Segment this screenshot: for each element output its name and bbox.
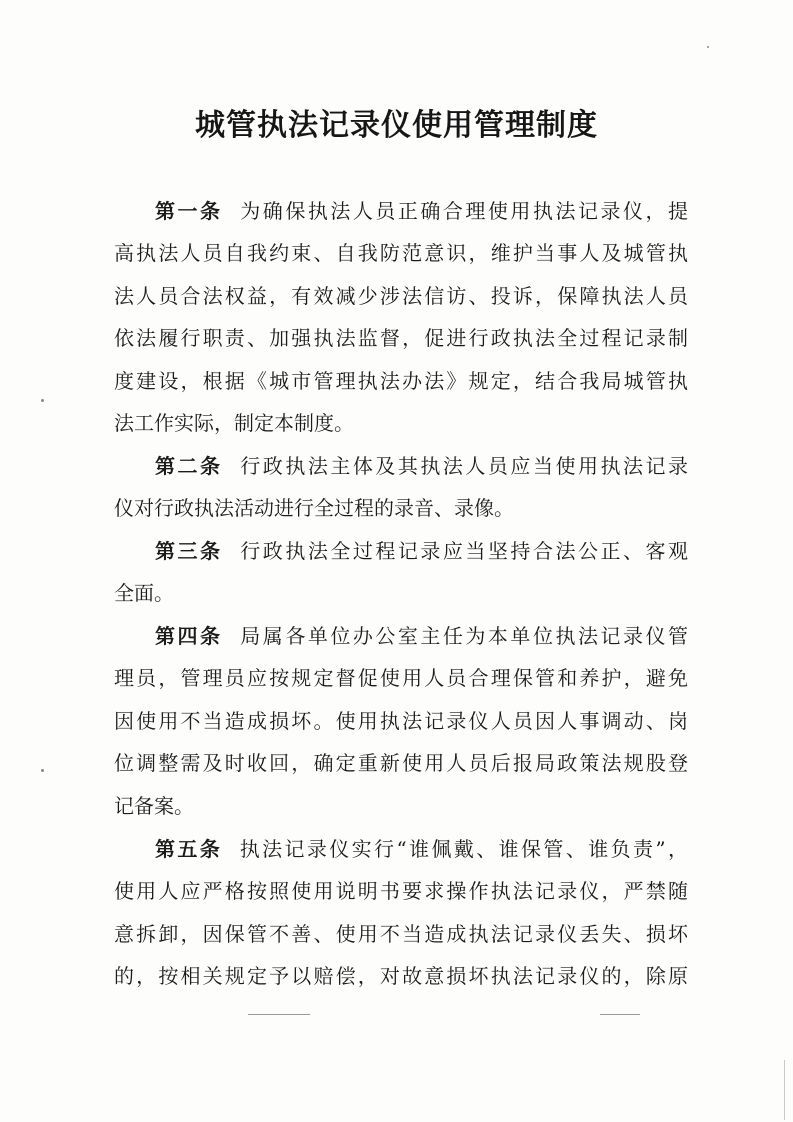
- article-3-text-1: 行政执法全过程记录应当坚持合法公正、客观: [240, 539, 689, 563]
- scan-speck: [707, 46, 709, 48]
- article-5-label: 第五条: [155, 837, 223, 861]
- article-1-line-4: 依法履行职责、加强执法监督，促进行政执法全过程记录制: [114, 326, 688, 350]
- article-4-label: 第四条: [155, 624, 223, 648]
- scan-rule-left: [248, 1014, 310, 1015]
- article-3-line-1: [155, 531, 688, 571]
- article-5-line-2: 使用人应严格按照使用说明书要求操作执法记录仪，严禁随: [114, 879, 688, 903]
- article-1-line-1: [155, 191, 688, 231]
- article-5-text-1: 执法记录仪实行“谁佩戴、谁保管、谁负责”，: [239, 837, 689, 861]
- scan-speck: [41, 769, 44, 772]
- scan-rule-right: [600, 1014, 640, 1015]
- scan-edge: [784, 1060, 785, 1120]
- document-title: 城管执法记录仪使用管理制度: [195, 108, 598, 143]
- article-1-line-6: 法工作实际，制定本制度。: [114, 411, 354, 435]
- article-1-line-5: 度建设，根据《城市管理执法办法》规定，结合我局城管执: [114, 369, 688, 393]
- article-5-line-3: 意拆卸，因保管不善、使用不当造成执法记录仪丢失、损坏: [114, 922, 688, 946]
- article-5-line-1: [155, 829, 688, 869]
- article-4-line-3: 因使用不当造成损坏。使用执法记录仪人员因人事调动、岗: [114, 709, 688, 733]
- article-2-label: 第二条: [155, 454, 223, 478]
- article-3-line-2: 全面。: [114, 581, 174, 605]
- article-4-line-4: 位调整需及时收回，确定重新使用人员后报局政策法规股登: [114, 751, 688, 775]
- article-4-line-2: 理员，管理员应按规定督促使用人员合理保管和养护，避免: [114, 666, 688, 690]
- article-1-label: 第一条: [155, 199, 223, 223]
- article-2-line-2: 仪对行政执法活动进行全过程的录音、录像。: [114, 496, 514, 520]
- article-2-line-1: [155, 446, 688, 486]
- article-5-line-4: 的，按相关规定予以赔偿，对故意损坏执法记录仪的，除原: [114, 964, 688, 988]
- scan-speck: [41, 399, 44, 402]
- article-3-label: 第三条: [155, 539, 223, 563]
- article-1-line-2: 高执法人员自我约束、自我防范意识，维护当事人及城管执: [114, 241, 688, 265]
- article-2-text-1: 行政执法主体及其执法人员应当使用执法记录: [240, 454, 689, 478]
- article-1-text-1: 为确保执法人员正确合理使用执法记录仪，提: [240, 199, 689, 223]
- article-4-text-1: 局属各单位办公室主任为本单位执法记录仪管: [240, 624, 689, 648]
- article-4-line-1: [155, 616, 688, 656]
- article-1-line-3: 法人员合法权益，有效减少涉法信访、投诉，保障执法人员: [114, 284, 688, 308]
- article-4-line-5: 记备案。: [114, 794, 194, 818]
